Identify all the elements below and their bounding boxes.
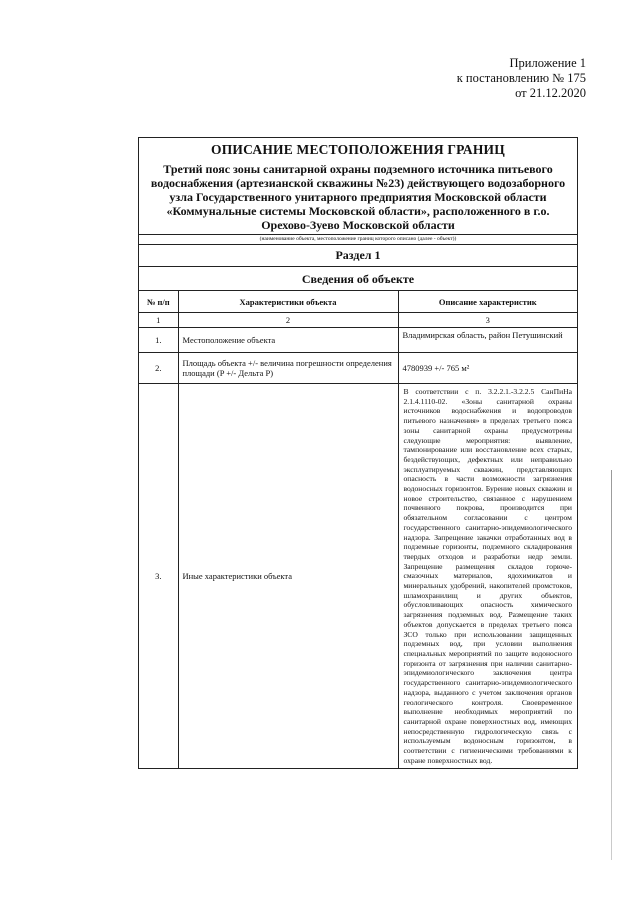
appendix-block bbox=[457, 56, 586, 101]
document-frame bbox=[138, 137, 578, 769]
document-header bbox=[139, 138, 577, 234]
table-row bbox=[139, 384, 577, 769]
table-row bbox=[139, 328, 577, 353]
row-2-name: Площадь объекта +/- величина погрешности определения площади (P +/- Дельта P) bbox=[178, 353, 398, 384]
row-1-num: 1. bbox=[139, 328, 178, 353]
col-number-2: 2 bbox=[178, 313, 398, 328]
table-column-numbers-row bbox=[139, 313, 577, 328]
header-num: № п/п bbox=[139, 291, 178, 313]
row-3-num: 3. bbox=[139, 384, 178, 769]
document-title: ОПИСАНИЕ МЕСТОПОЛОЖЕНИЯ ГРАНИЦ bbox=[211, 142, 505, 157]
col-number-1: 1 bbox=[139, 313, 178, 328]
row-3-value: В соответствии с п. 3.2.2.1.-3.2.2.5 СанПиНа 2.1.4.1110-02. «Зоны санитарной охраны источников водоснабжения и водопроводов питьевого назначения» в пределах третьего пояса зоны санитарной охраны предусмотрены следующие мероприятия: выявление, тампонирование или восстановление всех старых, бездействующих, дефектных или неправильно эксплуатируемых скважин, представляющих опасность в части возможности загрязнения водоносных горизонтов. Бурение новых скважин и новое строительство, связанное с нарушением почвенного покрова, производится при обязательном согласовании с центром государственного санитарно-эпидемиологического надзора. Запрещение закачки отработанных вод в подземные горизонты, подземного складирования твердых отходов и разработки недр земли. Запрещение размещения складов горюче-смазочных материалов, ядохимикатов и минеральных удобрений, накопителей промстоков, шламохранилищ и других объектов, обусловливающих опасность химического загрязнения подземных вод. Размещение таких объектов допускается в пределах третьего пояса ЗСО только при использовании защищенных подземных вод, при условии выполнения специальных мероприятий по защите водоносного горизонта от загрязнения при наличии санитарно-эпидемиологического заключения центра государственного санитарно-эпидемиологического надзора, выданного с учетом заключения органов геологического контроля. Своевременное выполнение необходимых мероприятий по санитарной охране поверхностных вод, имеющих непосредственную гидрологическую связь с используемым водоносным горизонтом, в соответствии с гигиеническими требованиями к охране поверхностных вод. bbox=[398, 384, 577, 769]
document-subtitle: Третий пояс зоны санитарной охраны подземного источника питьевого водоснабжения (артезианской скважины №23) действующего водозаборного узла Государственного унитарного предприятия Московской области «Коммунальные системы Московской области», расположенного в г.о. Орехово-Зуево Московской области bbox=[150, 162, 566, 232]
table-row bbox=[139, 353, 577, 384]
table-header-row bbox=[139, 291, 577, 313]
row-1-name: Местоположение объекта bbox=[178, 328, 398, 353]
col-number-3: 3 bbox=[398, 313, 577, 328]
row-1-value: Владимирская область, район Петушинский bbox=[398, 328, 577, 353]
appendix-line-3: от 21.12.2020 bbox=[515, 86, 586, 100]
header-description: Описание характеристик bbox=[398, 291, 577, 313]
section-title: Сведения об объекте bbox=[139, 266, 577, 290]
object-name-note: (наименование объекта, местоположение границ которого описано (далее - объект)) bbox=[139, 234, 577, 244]
object-info-table bbox=[139, 290, 577, 768]
appendix-line-1: Приложение 1 bbox=[509, 56, 586, 70]
appendix-line-2: к постановлению № 175 bbox=[456, 71, 586, 85]
row-2-value: 4780939 +/- 765 м² bbox=[398, 353, 577, 384]
row-3-name: Иные характеристики объекта bbox=[178, 384, 398, 769]
row-2-num: 2. bbox=[139, 353, 178, 384]
header-characteristic: Характеристики объекта bbox=[178, 291, 398, 313]
section-label: Раздел 1 bbox=[139, 244, 577, 266]
scan-margin-line bbox=[611, 470, 612, 860]
